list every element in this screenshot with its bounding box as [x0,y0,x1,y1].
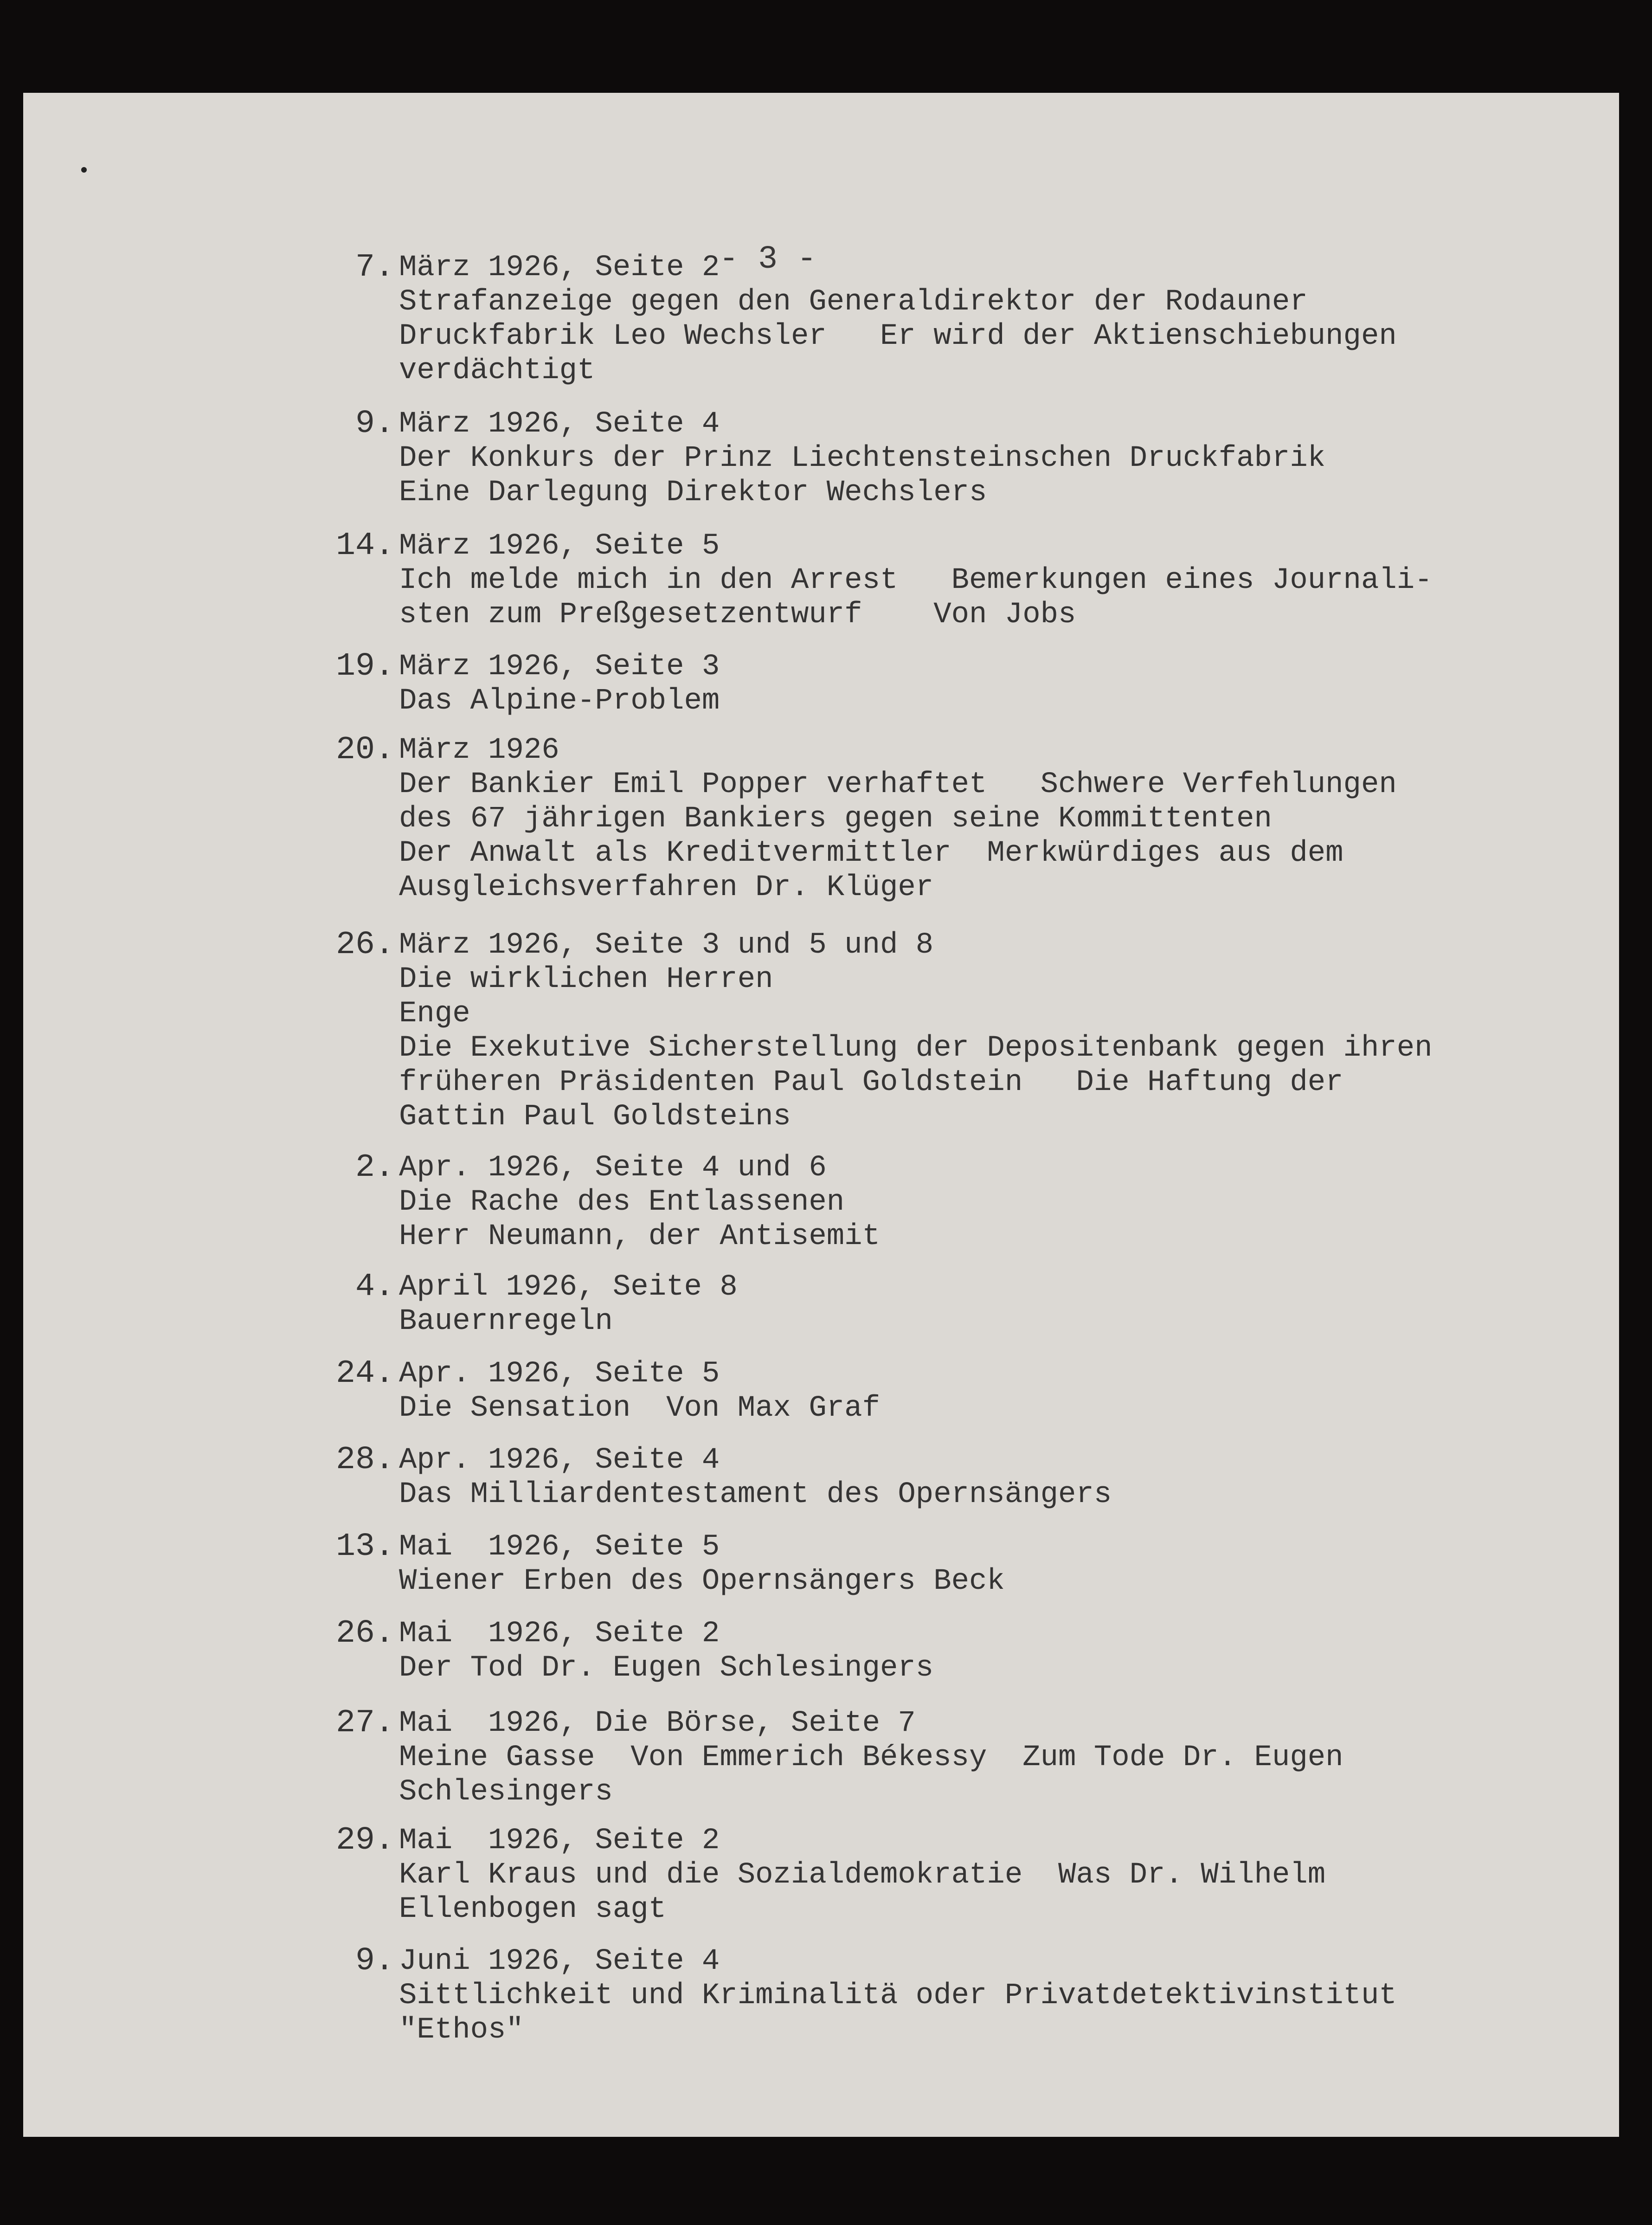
entry-line: Sittlichkeit und Kriminalitä oder Privatdetektivinstitut [399,1979,1397,2012]
entry-number: 4. [355,1269,394,1305]
scan-speck [81,167,87,173]
entry-line: Ellenbogen sagt [399,1893,667,1926]
entry-text [399,1617,933,1685]
page-number: - 3 - [719,241,817,278]
entry-date: Mai 1926, Seite 5 [399,1530,720,1564]
entry-text [399,529,1433,632]
entry-text [399,1944,1397,2047]
entry-number: 24. [335,1355,394,1392]
entry-line: Schlesingers [399,1775,613,1809]
entry-line: früheren Präsidenten Paul Goldstein Die Haftung der [399,1066,1343,1099]
entry-date: Mai 1926, Seite 2 [399,1824,720,1857]
entry-number: 29. [335,1822,394,1859]
document-page [23,93,1619,2137]
entry-number: 26. [335,927,394,963]
entry-line: Der Bankier Emil Popper verhaftet Schwere Verfehlungen [399,768,1397,801]
entry-line: Bauernregeln [399,1305,613,1338]
entry-date: März 1926, Seite 5 [399,529,720,563]
entry-line: verdächtigt [399,354,595,387]
entry-date: März 1926 [399,734,559,767]
entry-number: 9. [355,406,394,442]
entry-text [399,733,1397,905]
entry-number: 20. [335,732,394,768]
entry-text [399,650,720,718]
entry-line: Strafanzeige gegen den Generaldirektor der Rodauner [399,285,1308,319]
entry-line: Das Milliardentestament des Opernsängers [399,1478,1112,1511]
entry-number: 2. [355,1149,394,1186]
entry-date: Apr. 1926, Seite 4 [399,1444,720,1477]
entry-line: Die Sensation Von Max Graf [399,1392,880,1425]
entry-line: Die wirklichen Herren [399,963,773,996]
entry-date: März 1926, Seite 3 und 5 und 8 [399,929,934,962]
entry-text [399,1270,738,1339]
entry-text [399,928,1433,1134]
entry-text [399,1824,1325,1927]
entry-date: März 1926, Seite 3 [399,650,720,684]
entry-text [399,407,1325,510]
entry-date: März 1926, Seite 2 [399,251,720,284]
entry-line: Der Konkurs der Prinz Liechtensteinschen Druckfabrik [399,442,1326,475]
entry-line: Gattin Paul Goldsteins [399,1100,791,1134]
entry-line: Eine Darlegung Direktor Wechslers [399,476,987,509]
entry-line: Meine Gasse Von Emmerich Békessy Zum Tode Dr. Eugen [399,1741,1343,1774]
entry-text [399,251,1397,388]
entry-number: 7. [355,249,394,286]
entry-number: 27. [335,1705,394,1741]
entry-number: 14. [335,528,394,564]
entry-number: 13. [335,1528,394,1565]
entry-line: Die Exekutive Sicherstellung der Depositenbank gegen ihren [399,1032,1433,1065]
entry-text [399,1530,1005,1599]
entry-date: Apr. 1926, Seite 5 [399,1357,720,1391]
entry-date: April 1926, Seite 8 [399,1271,738,1304]
entry-line: Enge [399,997,470,1031]
entry-number: 28. [335,1442,394,1478]
entry-line: Ich melde mich in den Arrest Bemerkungen eines Journali- [399,564,1433,597]
entry-date: Juni 1926, Seite 4 [399,1945,720,1978]
entry-date: Mai 1926, Die Börse, Seite 7 [399,1707,916,1740]
entry-line: Herr Neumann, der Antisemit [399,1220,880,1253]
entry-text [399,1357,880,1425]
entry-number: 26. [335,1615,394,1652]
entry-line: Ausgleichsverfahren Dr. Klüger [399,871,934,904]
entry-text [399,1706,1343,1809]
entry-line: Die Rache des Entlassenen [399,1186,845,1219]
entry-text [399,1443,1112,1512]
entry-date: Mai 1926, Seite 2 [399,1617,720,1651]
entry-line: Das Alpine-Problem [399,684,720,718]
entry-date: Apr. 1926, Seite 4 und 6 [399,1151,827,1185]
entry-line: Der Tod Dr. Eugen Schlesingers [399,1651,934,1685]
entry-line: "Ethos" [399,2013,524,2047]
entry-line: Karl Kraus und die Sozialdemokratie Was Dr. Wilhelm [399,1858,1326,1892]
entry-number: 19. [335,648,394,685]
entry-number: 9. [355,1943,394,1980]
entry-line: des 67 jährigen Bankiers gegen seine Kommittenten [399,802,1272,836]
entry-line: sten zum Preßgesetzentwurf Von Jobs [399,598,1076,632]
entry-text [399,1151,880,1254]
entry-date: März 1926, Seite 4 [399,407,720,441]
entry-line: Druckfabrik Leo Wechsler Er wird der Aktienschiebungen [399,320,1397,353]
entry-line: Der Anwalt als Kreditvermittler Merkwürdiges aus dem [399,837,1343,870]
entry-line: Wiener Erben des Opernsängers Beck [399,1565,1005,1598]
